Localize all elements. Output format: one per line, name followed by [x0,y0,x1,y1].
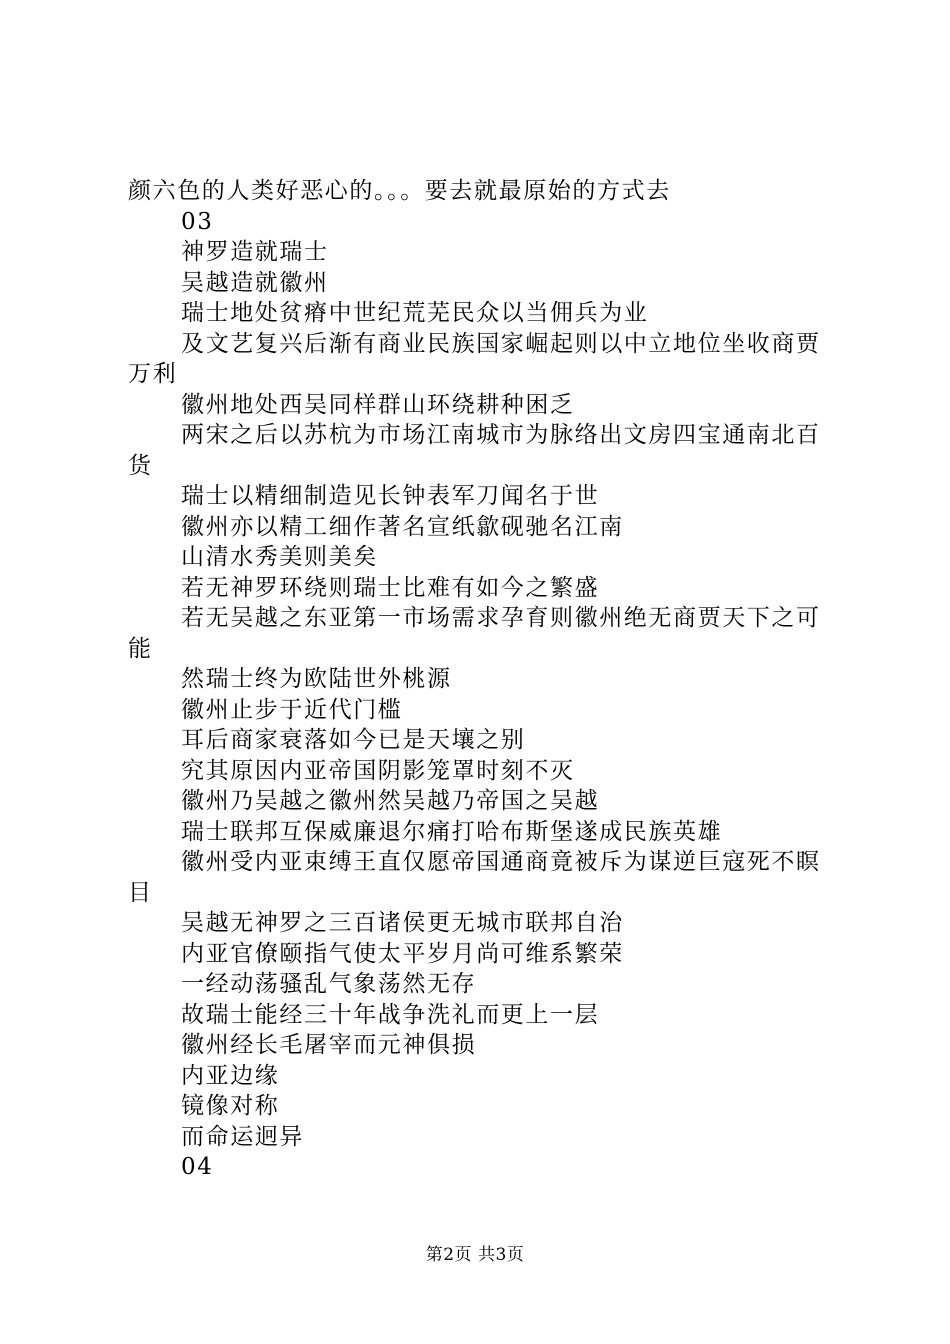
document-body [128,176,833,1183]
paragraph: 瑞士地处贫瘠中世纪荒芜民众以当佣兵为业 [181,300,649,326]
paragraph: 然瑞士终为欧陆世外桃源 [181,666,452,692]
paragraph: 神罗造就瑞士 [181,239,329,265]
paragraph: 究其原因内亚帝国阴影笼罩时刻不灭 [181,757,575,784]
paragraph: 及文艺复兴后渐有商业民族国家崛起则以中立地位坐收商贾万利 [128,330,821,387]
paragraph: 耳后商家衰落如今已是天壤之别 [181,727,526,753]
section-number: 03 [181,208,214,235]
page-footer: 第2页 共3页 [425,1245,525,1265]
paragraph: 而命运迥异 [181,1123,304,1150]
paragraph: 徽州受内亚束缚王直仅愿帝国通商竟被斥为谋逆巨寇死不瞑目 [128,849,821,906]
paragraph: 徽州经长毛屠宰而元神俱损 [181,1032,477,1058]
paragraph: 徽州地处西吴同样群山环绕耕种困乏 [181,391,575,418]
paragraph-continuation: 颜六色的人类好恶心的。。。要去就最原始的方式去 [128,178,671,204]
paragraph: 徽州乃吴越之徽州然吴越乃帝国之吴越 [181,788,600,814]
paragraph: 若无吴越之东亚第一市场需求孕育则徽州绝无商贾天下之可能 [128,605,821,662]
paragraph: 瑞士联邦互保威廉退尔痛打哈布斯堡遂成民族英雄 [181,818,723,845]
paragraph: 山清水秀美则美矣 [181,544,378,570]
paragraph: 若无神罗环绕则瑞士比难有如今之繁盛 [181,574,600,601]
section-number: 04 [181,1154,214,1180]
paragraph: 内亚边缘 [181,1062,280,1089]
paragraph: 内亚官僚颐指气使太平岁月尚可维系繁荣 [181,940,624,967]
paragraph: 一经动荡骚乱气象荡然无存 [181,971,477,997]
paragraph: 徽州止步于近代门槛 [181,696,403,723]
paragraph: 吴越造就徽州 [181,269,329,296]
paragraph: 瑞士以精细制造见长钟表军刀闻名于世 [181,483,600,509]
paragraph: 吴越无神罗之三百诸侯更无城市联邦自治 [181,910,624,936]
paragraph: 两宋之后以苏杭为市场江南城市为脉络出文房四宝通南北百货 [128,422,821,479]
paragraph: 故瑞士能经三十年战争洗礼而更上一层 [181,1001,600,1028]
paragraph: 镜像对称 [181,1093,280,1119]
paragraph: 徽州亦以精工细作著名宣纸歙砚驰名江南 [181,513,624,540]
